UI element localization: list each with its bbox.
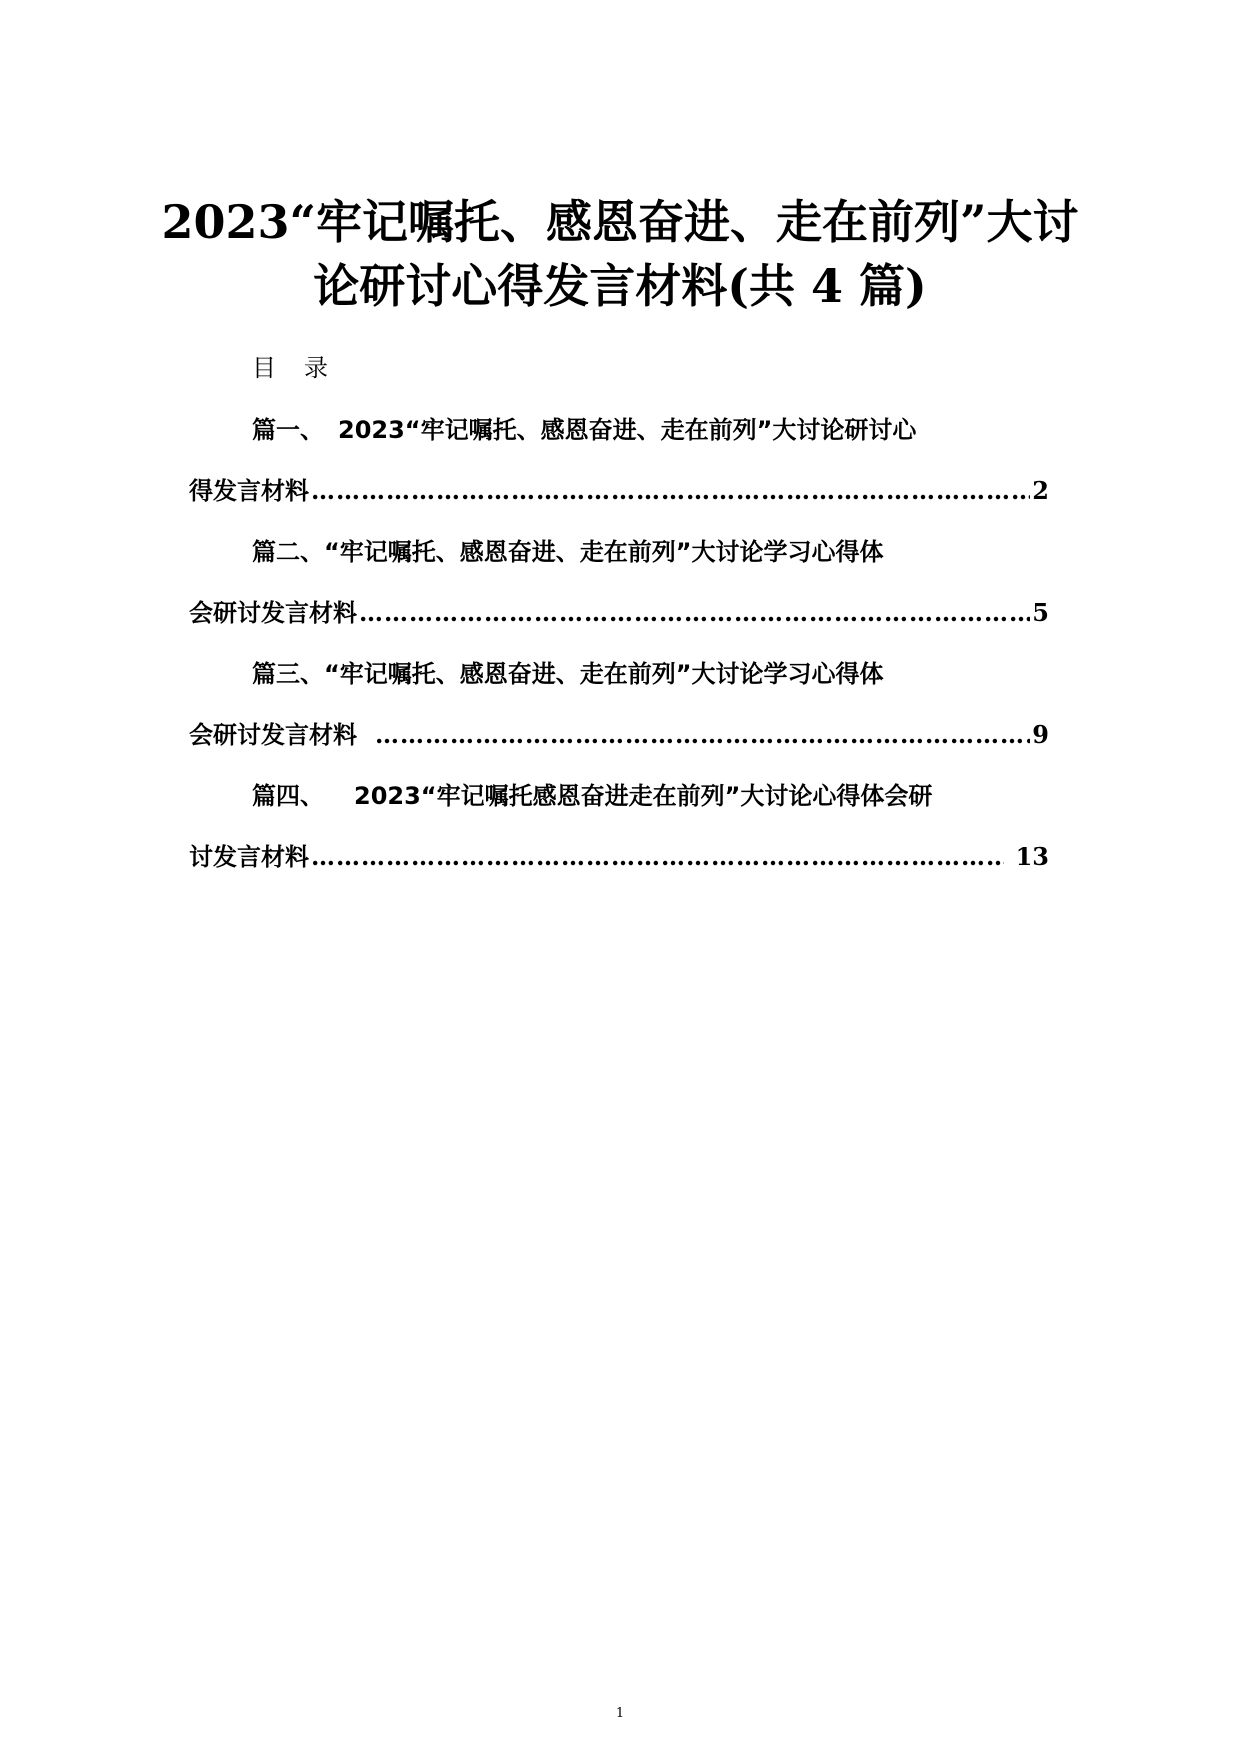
- toc-entry-continuation-line: [189, 460, 1049, 522]
- toc-entry-title-continuation: 会研讨发言材料: [189, 599, 357, 627]
- page-number: 1: [615, 1706, 625, 1721]
- toc-entry-continuation-line: [189, 582, 1049, 644]
- document-title-line-2: 论研讨心得发言材料(共 4 篇): [313, 259, 927, 313]
- toc-entry-prefix: 篇一、: [252, 416, 324, 444]
- toc-entry-title-line: [189, 766, 1049, 826]
- toc-dot-leader: [311, 460, 1030, 522]
- toc-entry-continuation-line: [189, 826, 1049, 888]
- document-title-line-1: 2023“牢记嘱托、感恩奋进、走在前列”大讨: [161, 195, 1079, 249]
- table-of-contents: [189, 400, 1049, 888]
- toc-entry-title-line: [189, 644, 1049, 704]
- toc-entry-title-continuation: 会研讨发言材料: [189, 721, 357, 749]
- toc-entry-1[interactable]: [189, 400, 1049, 522]
- toc-entry-2[interactable]: [189, 522, 1049, 644]
- toc-entry-title-line: [189, 522, 1049, 582]
- toc-entry-prefix: 篇四、: [252, 782, 324, 810]
- toc-page-number: 5: [1032, 598, 1049, 627]
- toc-heading: 目录: [252, 354, 356, 382]
- toc-dot-leader: [375, 704, 1030, 766]
- toc-dot-leader: [359, 582, 1030, 644]
- toc-entry-title: “牢记嘱托、感恩奋进、走在前列”大讨论学习心得体: [324, 660, 884, 688]
- toc-entry-title-continuation: 讨发言材料: [189, 843, 309, 871]
- toc-entry-prefix: 篇三、: [252, 660, 324, 688]
- toc-entry-title-continuation: 得发言材料: [189, 477, 309, 505]
- toc-entry-3[interactable]: [189, 644, 1049, 766]
- toc-page-number: 2: [1032, 476, 1049, 505]
- toc-page-number: 9: [1032, 720, 1049, 749]
- toc-entry-4[interactable]: [189, 766, 1049, 888]
- toc-entry-title: “牢记嘱托、感恩奋进、走在前列”大讨论学习心得体: [324, 538, 884, 566]
- toc-page-number: 13: [1015, 842, 1049, 871]
- toc-entry-prefix: 篇二、: [252, 538, 324, 566]
- toc-entry-title: 2023“牢记嘱托、感恩奋进、走在前列”大讨论研讨心: [338, 416, 917, 444]
- toc-dot-leader: [311, 826, 1004, 888]
- toc-entry-title: 2023“牢记嘱托感恩奋进走在前列”大讨论心得体会研: [354, 782, 933, 810]
- toc-entry-continuation-line: [189, 704, 1049, 766]
- document-title: [150, 190, 1090, 318]
- toc-entry-title-line: [189, 400, 1049, 460]
